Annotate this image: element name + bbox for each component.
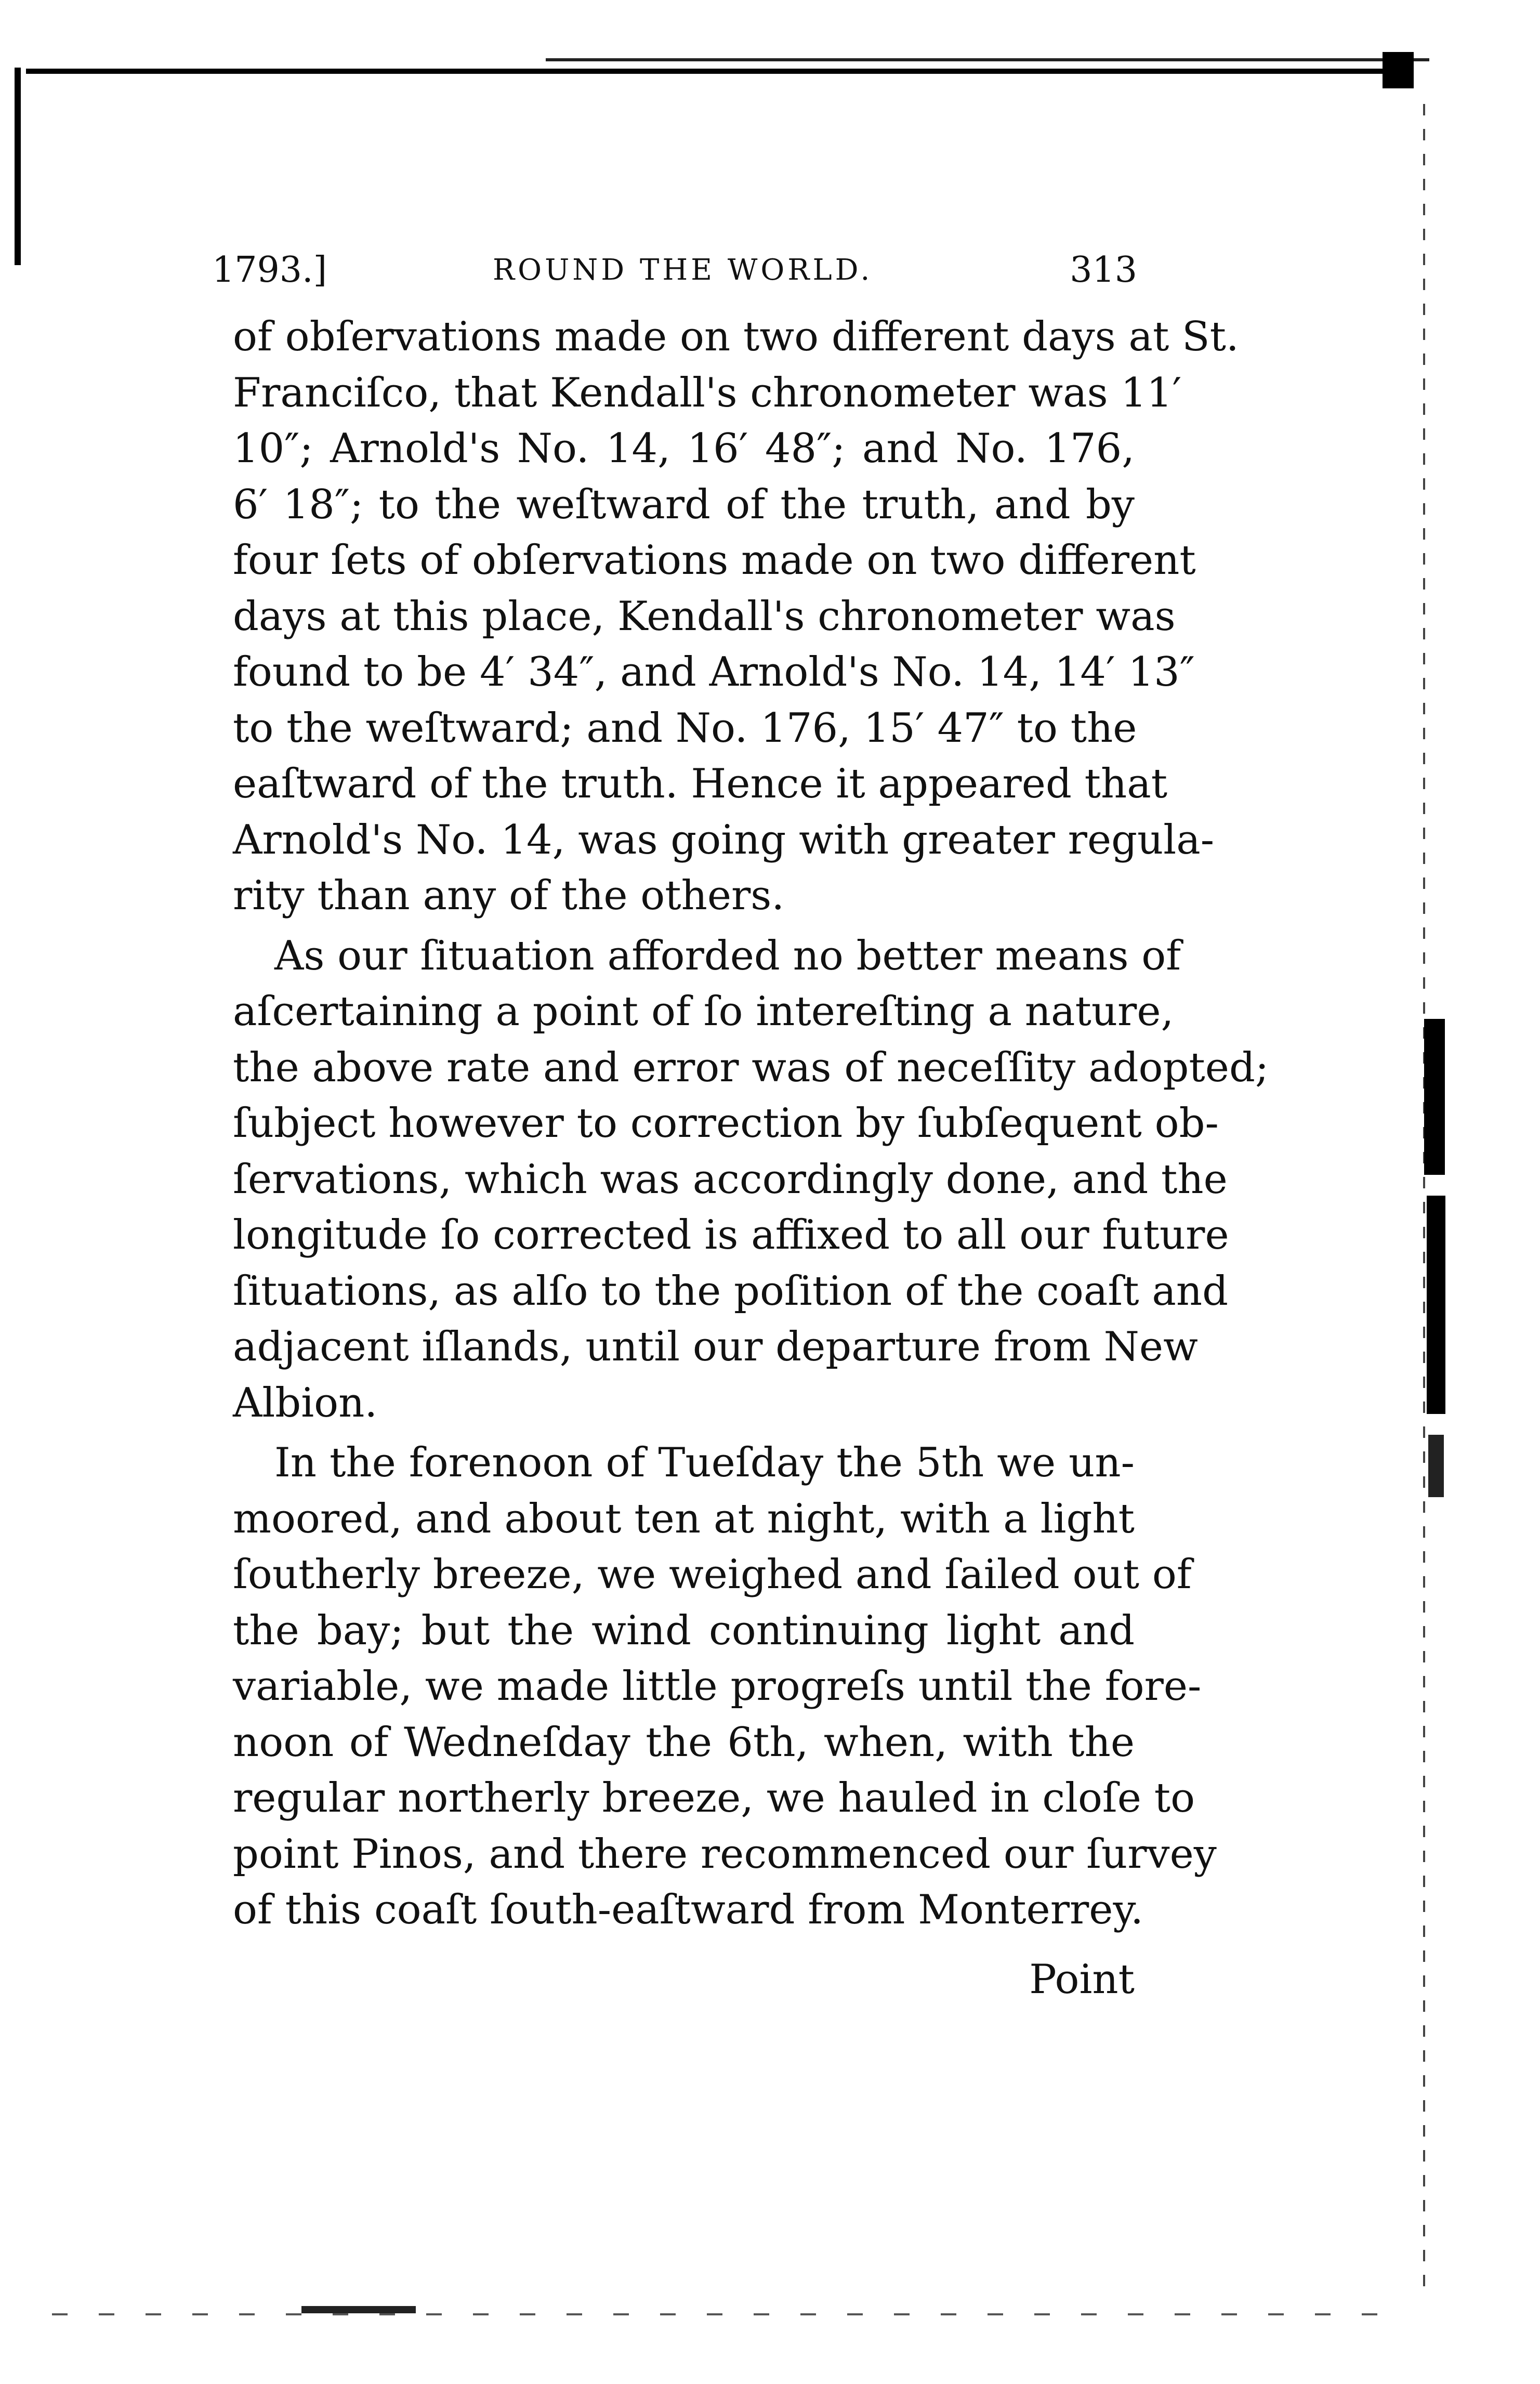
scan-edge-top — [26, 69, 1403, 74]
text-line: of obſervations made on two different days at St. — [233, 313, 1239, 360]
scan-gutter-mark — [1424, 1019, 1445, 1175]
scan-edge-left — [15, 68, 21, 265]
scan-edge-right — [1423, 104, 1425, 2298]
text-line: aſcertaining a point of ſo intereſting a nature, — [233, 988, 1174, 1035]
text-line: In the forenoon of Tueſday the 5th we un- — [274, 1439, 1135, 1486]
text-line: As our ſituation afforded no better means of — [274, 932, 1181, 979]
text-line: noon of Wedneſday the 6th, when, with the — [233, 1719, 1135, 1766]
scan-gutter-mark — [1427, 1196, 1445, 1414]
text-line: ſituations, as alſo to the poſition of the coaſt and — [233, 1267, 1228, 1315]
text-line: rity than any of the others. — [233, 872, 785, 919]
text-line: Franciſco, that Kendall's chronometer was 11′ — [233, 369, 1182, 416]
text-line: Albion. — [233, 1379, 378, 1426]
paragraph-3 — [233, 1435, 1217, 1938]
catchword: Point — [1029, 1956, 1135, 2003]
scan-gutter-mark — [1428, 1435, 1444, 1497]
header-title: ROUND THE WORLD. — [493, 253, 873, 287]
text-line: point Pinos, and there recommenced our ſurvey — [233, 1830, 1217, 1878]
text-line: the bay; but the wind continuing light and — [233, 1607, 1135, 1654]
text-line: found to be 4′ 34″, and Arnold's No. 14, 14′ 13″ — [233, 649, 1195, 696]
text-line: 6′ 18″; to the weſtward of the truth, and by — [233, 481, 1135, 528]
text-line: to the weſtward; and No. 176, 15′ 47″ to the — [233, 704, 1137, 752]
text-line: variable, we made little progreſs until the fore- — [233, 1663, 1202, 1710]
text-line: four ſets of obſervations made on two different — [233, 537, 1196, 584]
text-line: ſervations, which was accordingly done, and the — [233, 1156, 1228, 1203]
running-head — [212, 247, 1137, 294]
scan-edge-top-secondary — [546, 58, 1429, 61]
text-line: ſubject however to correction by ſubſequent ob- — [233, 1100, 1219, 1147]
text-line: eaſtward of the truth. Hence it appeared that — [233, 761, 1168, 807]
text-line: days at this place, Kendall's chronometer was — [233, 593, 1176, 640]
text-line: ſoutherly breeze, we weighed and ſailed out of — [233, 1551, 1192, 1598]
paragraph-2 — [233, 928, 1269, 1432]
text-line: Arnold's No. 14, was going with greater regula- — [233, 816, 1215, 863]
scan-bottom-mark — [301, 2306, 416, 2313]
body-text — [233, 309, 1269, 1938]
text-line: adjacent iſlands, until our departure from New — [233, 1324, 1198, 1370]
text-line: the above rate and error was of neceſſity adopted; — [233, 1044, 1269, 1091]
paragraph-1 — [233, 309, 1239, 924]
text-line: regular northerly breeze, we hauled in cloſe to — [233, 1775, 1195, 1822]
page-number: 313 — [1070, 250, 1137, 291]
header-year: 1793.] — [212, 250, 327, 291]
text-line: moored, and about ten at night, with a light — [233, 1495, 1135, 1542]
text-line: longitude ſo corrected is affixed to all our future — [233, 1212, 1229, 1259]
text-line: of this coaſt ſouth-eaſtward from Monterrey. — [233, 1887, 1143, 1933]
text-line: 10″; Arnold's No. 14, 16′ 48″; and No. 176, — [233, 425, 1135, 472]
scan-edge-bottom — [52, 2313, 1403, 2315]
scan-corner-mark — [1383, 52, 1414, 88]
